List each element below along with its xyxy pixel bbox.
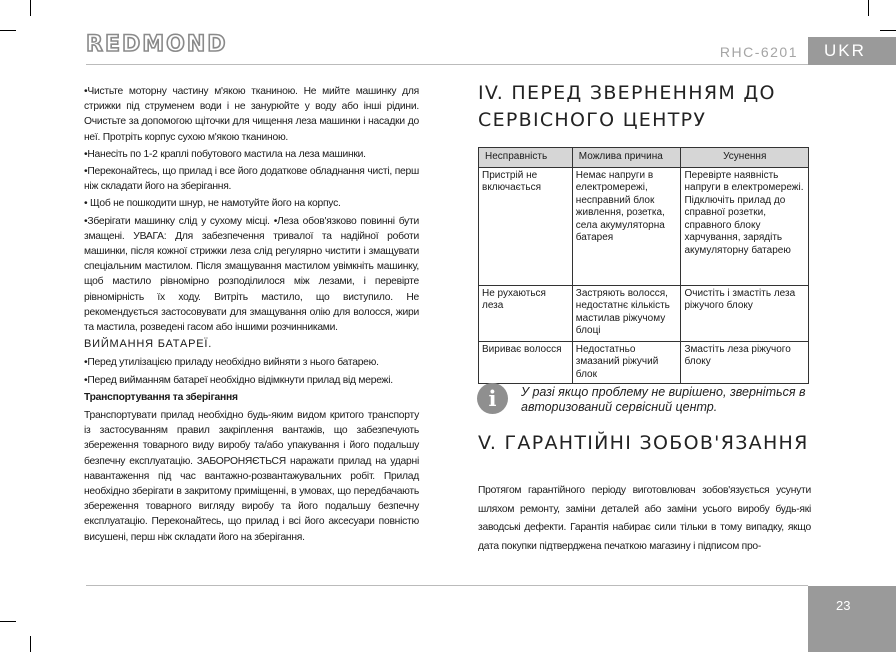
- table-header-row: [479, 148, 809, 168]
- crop-mark: [30, 636, 31, 652]
- table-cell: Недостатньо змазаний ріжучий блок: [572, 341, 681, 384]
- page-number: 23: [808, 586, 896, 652]
- paragraph: •Перед утилізацією приладу необхідно вийняти з нього батарею.: [84, 357, 379, 369]
- table-row: [479, 341, 809, 384]
- table-cell: Застряють волосся, недостатнє кількість мастилав ріжучому блоці: [572, 285, 681, 341]
- brand-logo: REDMOND: [86, 32, 228, 57]
- troubleshooting-table: [478, 147, 809, 384]
- table-cell: Вириває волосся: [479, 341, 573, 384]
- table-cell: Перевірте наявність напруги в електромережі. Підключіть прилад до справної розетки, справного блоку харчування, зарядіть акумуляторну батарею: [681, 167, 809, 285]
- table-cell: Очистіть і змастіть леза ріжучого блоку: [681, 285, 809, 341]
- warranty-heading: V. ГАРАНТІЙНІ ЗОБОВ'ЯЗАННЯ: [478, 432, 809, 454]
- info-icon: i: [477, 383, 508, 414]
- table-cell: Не рухаються леза: [479, 285, 573, 341]
- column-header: Несправність: [479, 148, 573, 168]
- battery-heading: ВИЙМАННЯ БАТАРЕЇ.: [84, 338, 213, 351]
- table-row: [479, 167, 809, 285]
- column-header: Усунення: [681, 148, 809, 168]
- crop-mark: [0, 30, 16, 31]
- column-header: Можлива причина: [572, 148, 681, 168]
- paragraph: Транспортувати прилад необхідно будь-яким видом критого транспорту із застосуванням правил закріплення вантажів, що забезпечують збереження товарного виду виробу та/або упакування і його подальшу безпечну експлуатацію. ЗАБОРОНЯЄТЬСЯ наражати прилад на ударні навантаження під час вантажно-розвантажувальних робіт. Прилад необхідно зберігати в закритому приміщенні, в умовах, що передбачають збереження товарного вигляду виробу та його подальшу безпечну експлуатацію. Переконайтесь, що прилад і всі його аксесуари повністю висушені, перш ніж складати його на зберігання.: [84, 410, 419, 543]
- footer-divider: [86, 585, 808, 586]
- paragraph: • Щоб не пошкодити шнур, не намотуйте його на корпус.: [84, 198, 341, 210]
- paragraph: •Переконайтесь, що прилад і все його додаткове обладнання чисті, перш ніж складати його на зберігання.: [84, 166, 419, 193]
- transport-heading: Транспортування та зберігання: [84, 391, 238, 403]
- model-number: RHC-6201: [719, 44, 798, 60]
- header-divider: [86, 64, 808, 65]
- language-tab: UKR: [808, 37, 896, 65]
- table-cell: Змастіть леза ріжучого блоку: [681, 341, 809, 384]
- crop-mark: [30, 0, 31, 16]
- service-heading: IV. ПЕРЕД ЗВЕРНЕННЯМ ДО СЕРВІСНОГО ЦЕНТРУ: [478, 82, 776, 131]
- warranty-text: Протягом гарантійного періоду виготовлювач зобов'язується усунути шляхом ремонту, заміни деталей або заміни усього виробу будь-які заводські дефекти. Гарантія набирає сили тільки в тому випадку, якщо дата покупки підтверджена печаткою магазину і підписом про-: [478, 485, 811, 552]
- table-cell: Немає напруги в електромережі, несправний блок живлення, розетка, села акумуляторна батарея: [572, 167, 681, 285]
- paragraph: •Чистьте моторну частину м'якою тканиною. Не мийте машинку для стрижки під струменем води і не занурюйте у воду або інші рідини. Очистьте за допомогою щіточки для чищення леза машинки і насадки до неї. Протріть корпус сухою м'якою тканиною.: [84, 86, 419, 143]
- paragraph: •Перед вийманням батареї необхідно відімкнути прилад від мережі.: [84, 374, 393, 386]
- crop-mark: [868, 0, 869, 16]
- crop-mark: [880, 30, 896, 31]
- crop-mark: [0, 621, 16, 622]
- paragraph: •Нанесіть по 1-2 краплі побутового мастила на леза машинки.: [84, 148, 366, 160]
- paragraph: •Зберігати машинку слід у сухому місці. •Леза обов'язково повинні бути змащені. УВАГА: Для забезпечення тривалої та надійної роботи машинки, після кожної стрижки леза слід регулярно чистити і змащувати спеціальним мастилом. Після змащування мастилом увімкніть машинку, щоб мастило рівномірно розподілилося між лезами, і перевірте рівномірність їх ходу. Витріть мастило, що виступило. Не рекомендується застосовувати для змащування олію для волосся, жири та мастила, розведені гасом або іншими розчинниками.: [84, 215, 419, 334]
- care-instructions: [84, 84, 419, 547]
- table-row: [479, 285, 809, 341]
- table-cell: Пристрій не включається: [479, 167, 573, 285]
- service-note: У разі якщо проблему не вирішено, зверніться в авторизований сервісний центр.: [521, 385, 806, 414]
